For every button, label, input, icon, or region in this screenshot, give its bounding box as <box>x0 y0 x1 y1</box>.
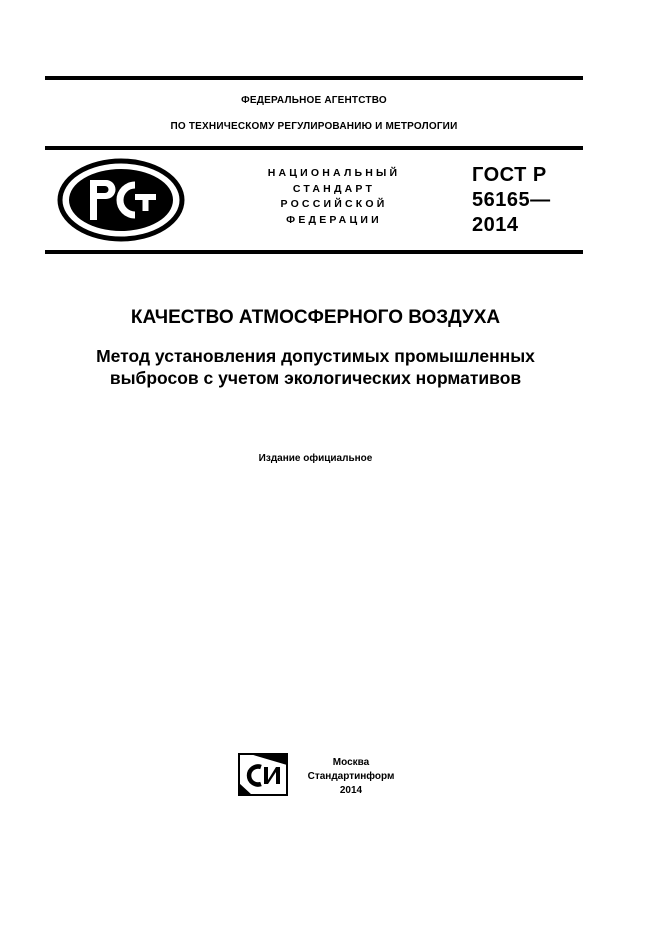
standard-type-line3: РОССИЙСКОЙ <box>280 198 388 210</box>
header-bottom-rule <box>45 250 583 254</box>
publisher-name: Стандартинформ <box>307 771 395 782</box>
subtitle-line2: выбросов с учетом экологических нормативов <box>109 368 522 388</box>
standard-type-line4: ФЕДЕРАЦИИ <box>286 213 382 226</box>
designation-line3: 2014 <box>472 214 519 236</box>
standard-type-line1: НАЦИОНАЛЬНЫЙ <box>267 167 401 179</box>
publisher-block <box>300 756 402 798</box>
designation-line1: ГОСТ Р <box>472 164 547 186</box>
standard-type-line2: СТАНДАРТ <box>292 182 376 195</box>
designation-line2: 56165— <box>472 189 551 211</box>
si-emblem-icon <box>238 753 288 796</box>
standard-type <box>246 166 422 228</box>
document-subtitle <box>30 345 601 389</box>
publisher-city: Москва <box>332 757 370 768</box>
standard-designation <box>472 163 551 238</box>
top-rule <box>45 76 583 80</box>
rst-emblem-icon <box>57 158 185 242</box>
agency-name-line1: ФЕДЕРАЛЬНОЕ АГЕНТСТВО <box>241 95 387 106</box>
header-rule <box>45 146 583 150</box>
agency-name-line2: ПО ТЕХНИЧЕСКОМУ РЕГУЛИРОВАНИЮ И МЕТРОЛОГИИ <box>170 121 458 132</box>
publisher-year: 2014 <box>339 785 363 796</box>
document-title: КАЧЕСТВО АТМОСФЕРНОГО ВОЗДУХА <box>130 307 501 328</box>
edition-label: Издание официальное <box>258 453 373 464</box>
subtitle-line1: Метод установления допустимых промышленных <box>96 346 535 366</box>
